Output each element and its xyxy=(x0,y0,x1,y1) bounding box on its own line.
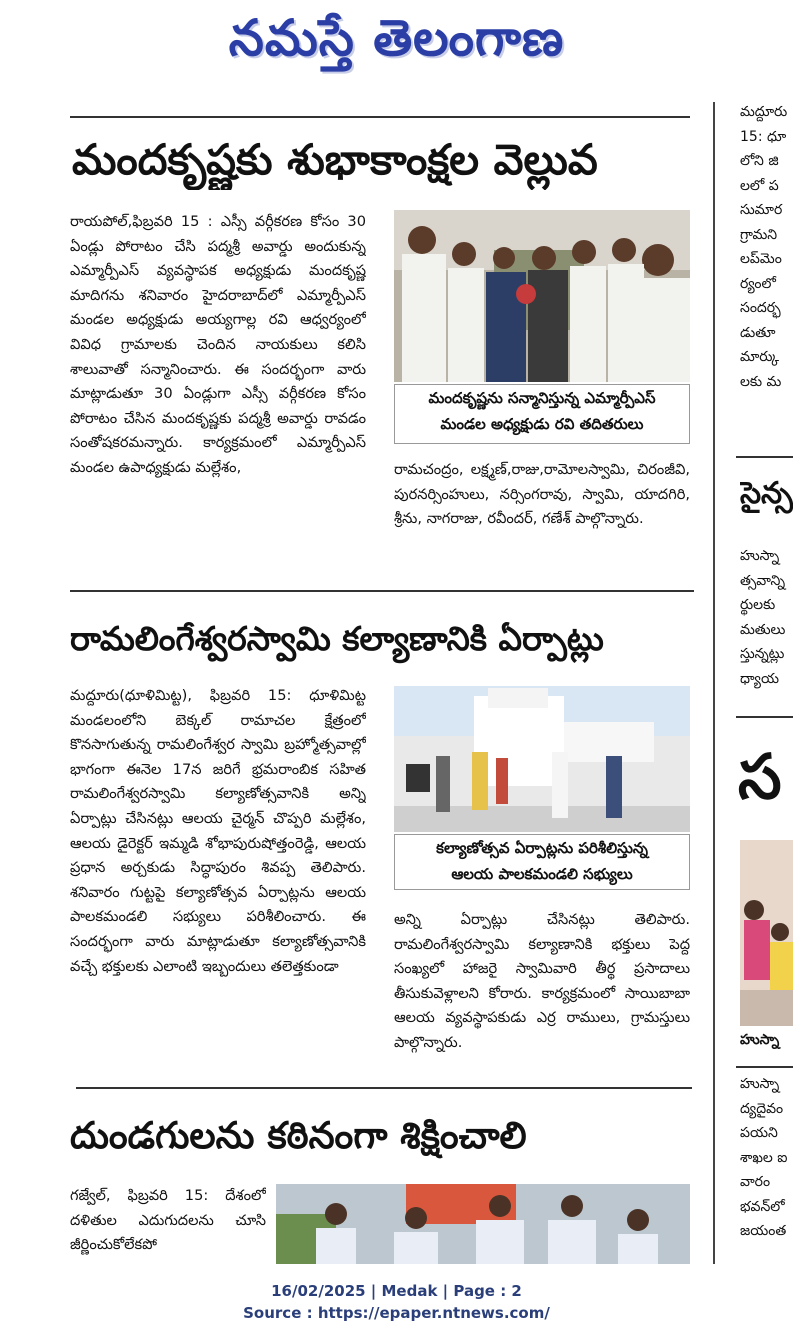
footer-date-edition: 16/02/2025 | Medak | Page : 2 xyxy=(271,1282,522,1300)
article2-headline: రామలింగేశ్వరస్వామి కల్యాణానికి ఏర్పాట్లు xyxy=(70,619,604,658)
article1-body-right: రామచంద్రం, లక్ష్మణ్,రాజు,రామోలస్వామి, చిరంజీవి, పురనర్సింహులు, నర్సింగరావు, స్వామి, యాదగిరి, శ్రీను, నాగరాజు, రవీందర్, గణేశ్ పాల్గొన్నారు. xyxy=(394,461,690,528)
right-column-rule-1 xyxy=(736,456,793,458)
right-column-big-glyph: స xyxy=(738,740,782,813)
right-column-top-text: మద్దూరు 15: ధూ లోని జి లలో ప సుమార గ్రామని లప్‌మెం ర్యంలో సందర్భ డుతూ మార్కు లకు మ xyxy=(740,104,788,390)
article3-body-left: గజ్వేల్, ఫిబ్రవరి 15: దేశంలో దళితుల ఎదుగుదలను చూసి జీర్ణించుకోలేకపో xyxy=(70,1187,266,1254)
footer-source-link[interactable]: Source : https://epaper.ntnews.com/ xyxy=(243,1304,550,1322)
article3-headline: దుండగులను కఠినంగా శిక్షించాలి xyxy=(70,1114,527,1157)
right-column-headline: సైన్స xyxy=(740,476,793,511)
article1-photo xyxy=(394,210,690,382)
article1-top-rule xyxy=(70,116,690,118)
right-column-rule-3 xyxy=(736,1066,793,1068)
article2-body-left: మద్దూరు(ధూళిమిట్ట), ఫిబ్రవరి 15: ధూళిమిట్ట మండలంలోని బెక్కల్ రామాచల క్షేత్రంలో కొనసాగుతున్న రామలింగేశ్వర స్వామి బ్రహ్మోత్సవాల్లో భాగంగా ఈనెల 17న జరిగే భ్రమరాంబిక సహిత రామలింగేశ్వరస్వామి కల్యాణోత్సవానికి అన్ని ఏర్పాట్లు చేసినట్లు ఆలయ చైర్మన్ చొప్పరి మల్లేశం, ఆలయ డైరెక్టర్ ఇమ్మడి శోభాపురుషోత్తంరెడ్డి, ఆలయ ప్రధాన అర్చకుడు సిద్ధాపురం శివప్ప తెలిపారు. శనివారం గుట్టపై కల్యాణోత్సవ ఏర్పాట్లను ఆలయ పాలకమండలి సభ్యులు పరిశీలించారు. ఈ సందర్భంగా వారు మాట్లాడుతూ కల్యాణోత్సవానికి వచ్చే భక్తులకు ఎలాంటి ఇబ్బందులు తలెత్తకుండా xyxy=(70,687,366,975)
right-column-photo-caption: హుస్నా xyxy=(740,1032,780,1048)
article2-photo-caption: కల్యాణోత్సవ ఏర్పాట్లను పరిశీలిస్తున్న ఆలయ పాలకమండలి సభ్యులు xyxy=(394,834,690,890)
article1-body-left: రాయపోల్,ఫిబ్రవరి 15 : ఎస్సీ వర్గీకరణ కోసం 30 ఏండ్లు పోరాటం చేసి పద్మశ్రీ అవార్డు అందుకున్న ఎమ్మార్పీఎస్ వ్యవస్థాపక అధ్యక్షుడు మందకృష్ణ మాదిగను శనివారం హైదరాబాద్‌లో ఎమ్మార్పీఎస్ మండల అధ్యక్షుడు అయ్యగాల్ల రవి ఆధ్వర్యంలో వివిధ గ్రామాలకు చెందిన నాయకులు కలిసి శాలువాతో సన్మానించారు. ఈ సందర్భంగా వారు మాట్లాడుతూ 30 ఏండ్లుగా ఎస్సీ వర్గీకరణ కోసం పోరాటం చేసిన మందకృష్ణకు పద్మశ్రీ అవార్డు రావడం సంతోషకరమన్నారు. కార్యక్రమంలో ఎమ్మార్పీఎస్ మండల ఉపాధ్యక్షుడు మల్లేశం, xyxy=(70,213,366,476)
article2-top-rule xyxy=(70,590,694,592)
article2-body-right: అన్ని ఏర్పాట్లు చేసినట్లు తెలిపారు. రామలింగేశ్వరస్వామి కల్యాణానికి భక్తులు పెద్ద సంఖ్యలో హాజరై స్వామివారి తీర్థ ప్రసాదాలు తీసుకువెళ్లాలని కోరారు. కార్యక్రమంలో సాయిబాబా ఆలయ వ్యవస్థాపకుడు ఎర్ర రాములు, గ్రామస్తులు పాల్గొన్నారు. xyxy=(394,911,690,1051)
newspaper-title: నమస్తే తెలంగాణ xyxy=(228,8,565,67)
right-column-rule-2 xyxy=(736,716,793,718)
right-column-photo xyxy=(740,840,793,1026)
article2-photo xyxy=(394,686,690,832)
article3-photo xyxy=(276,1184,690,1264)
masthead xyxy=(0,0,793,86)
article1-photo-caption: మందకృష్ణను సన్మానిస్తున్న ఎమ్మార్పీఎస్ మండల అధ్యక్షుడు రవి తదితరులు xyxy=(394,384,690,444)
article1-headline: మందకృష్ణకు శుభాకాంక్షల వెల్లువ xyxy=(72,135,598,184)
right-column-mid-text: హుస్నా త్సవాన్ని ర్థులకు మతులు స్తున్నట్లు ధ్యాయ xyxy=(740,548,786,687)
right-column-bottom-text: హుస్నా ద్యదైవం పయని శాఖల ఐ వారం భవన్‌లో జయంత xyxy=(740,1076,788,1239)
column-divider xyxy=(713,102,715,1264)
article3-top-rule xyxy=(76,1087,692,1089)
